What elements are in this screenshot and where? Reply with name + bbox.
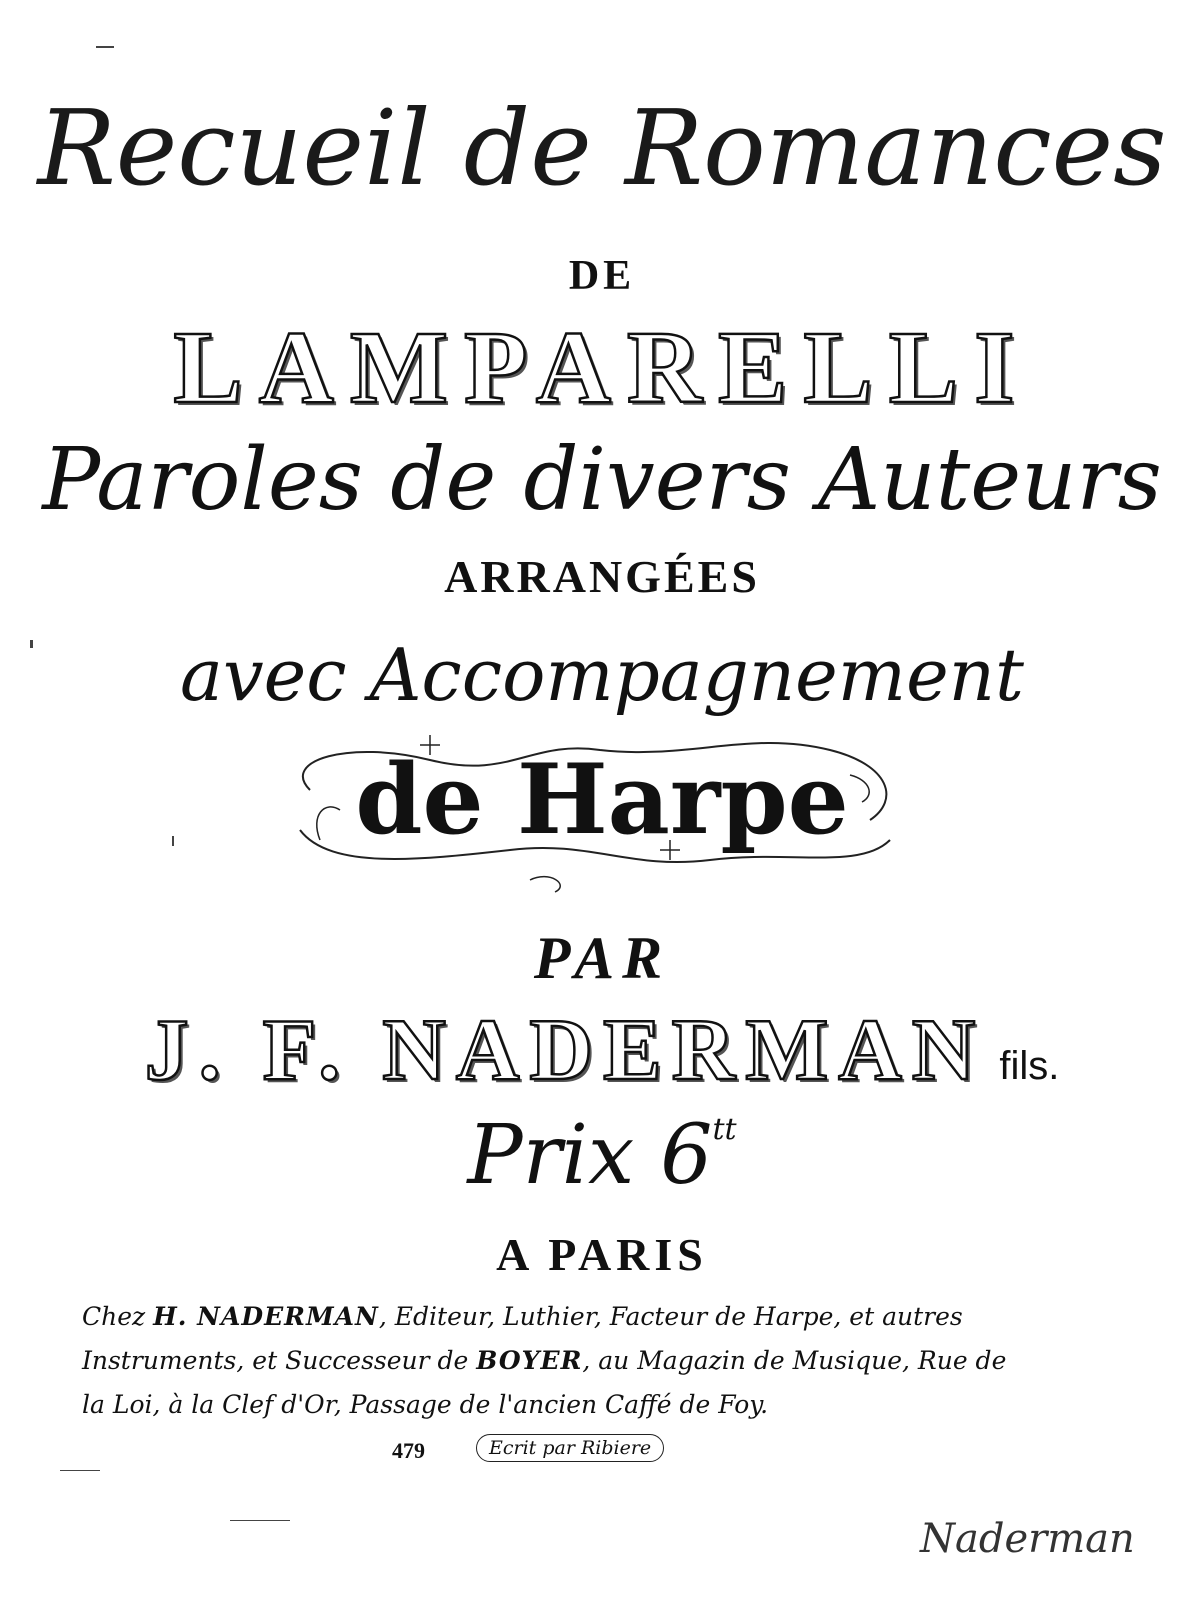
author-line: [0, 1000, 1204, 1101]
price-line: [0, 1108, 1204, 1203]
ink-speck: [60, 1470, 100, 1471]
composer-name: LAMPARELLI: [173, 310, 1031, 425]
publisher-address-line-2: [82, 1346, 1122, 1376]
by-label: PAR: [533, 925, 671, 991]
address-text: , Editeur, Luthier, Facteur de Harpe, et autres: [378, 1302, 963, 1331]
ink-speck: [230, 1520, 290, 1521]
lyrics-credit: Paroles de divers Auteurs: [42, 430, 1162, 530]
price-superscript: tt: [712, 1112, 737, 1147]
preposition-de: DE: [568, 253, 636, 299]
harp-label: de Harpe: [355, 743, 849, 856]
address-text: Instruments, et Successeur de: [82, 1346, 469, 1375]
address-text: , au Magazin de Musique, Rue de: [582, 1346, 1007, 1375]
publisher-name: H. NADERMAN: [153, 1302, 379, 1331]
author-suffix: fils.: [999, 1044, 1060, 1088]
predecessor-name: BOYER: [476, 1346, 583, 1375]
engraver-credit: Ecrit par Ribiere: [476, 1434, 664, 1462]
arranged-label: ARRANGÉES: [444, 551, 760, 602]
publication-place: A PARIS: [496, 1229, 708, 1280]
address-text: Chez: [82, 1302, 146, 1331]
ink-speck: [172, 836, 174, 846]
price: Prix 6: [467, 1108, 713, 1203]
accompaniment-label: avec Accompagnement: [180, 633, 1024, 717]
publisher-address-line-1: [82, 1302, 1122, 1332]
author-name: J. F. NADERMAN: [144, 1002, 986, 1099]
ink-speck: [30, 640, 33, 648]
collection-title: Recueil de Romances: [37, 87, 1167, 209]
publisher-address-line-3: la Loi, à la Clef d'Or, Passage de l'ancien Caffé de Foy.: [82, 1390, 769, 1419]
ink-speck: [96, 46, 114, 48]
plate-number: 479: [392, 1438, 425, 1463]
handwritten-signature: Naderman: [920, 1516, 1135, 1562]
